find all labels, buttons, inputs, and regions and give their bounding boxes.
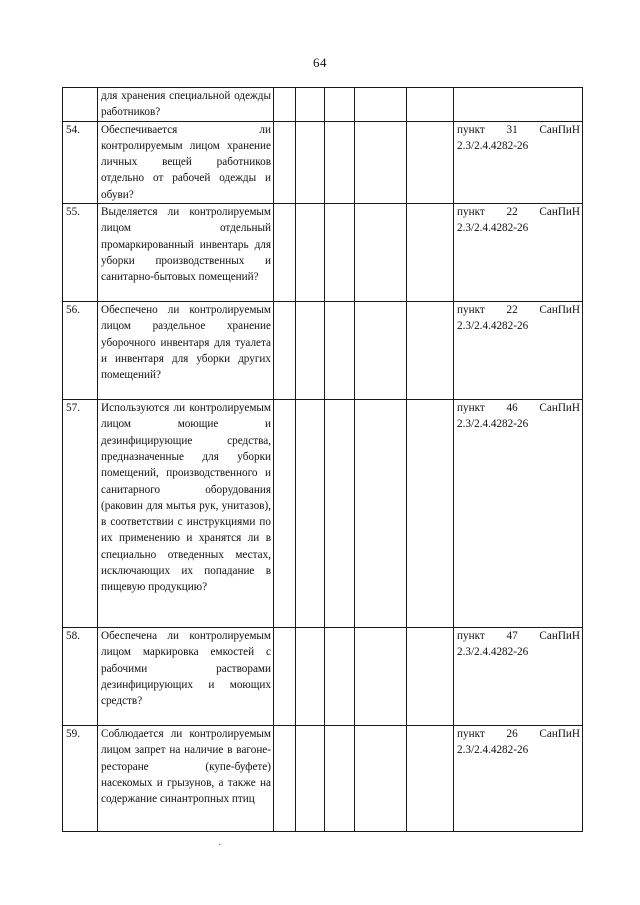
answer-cell-points xyxy=(355,400,407,628)
answer-cell-yes xyxy=(274,88,296,122)
answer-cell-note xyxy=(407,121,454,203)
answer-cell-points xyxy=(355,726,407,832)
table-row xyxy=(63,302,583,400)
answer-cell-points xyxy=(355,628,407,726)
reference-cell: пункт 22 СанПиН 2.3/2.4.4282-26 xyxy=(454,302,583,400)
question-cell: Выделяется ли контролируемым лицом отдельный промаркированный инвентарь для уборки производственных и санитарно-бытовых помещений? xyxy=(98,204,274,302)
answer-cell-na xyxy=(325,302,355,400)
answer-cell-no xyxy=(296,726,325,832)
answer-cell-no xyxy=(296,628,325,726)
reference-cell: пункт 26 СанПиН 2.3/2.4.4282-26 xyxy=(454,726,583,832)
table-row xyxy=(63,628,583,726)
question-cell: Соблюдается ли контролируемым лицом запрет на наличие в вагоне-ресторане (купе-буфете) насекомых и грызунов, а также на содержание синантропных птиц xyxy=(98,726,274,832)
answer-cell-note xyxy=(407,628,454,726)
question-cell: для хранения специальной одежды работников? xyxy=(98,88,274,122)
row-number: 56. xyxy=(63,302,98,400)
answer-cell-note xyxy=(407,88,454,122)
row-number xyxy=(63,88,98,122)
question-cell: Обеспечено ли контролируемым лицом раздельное хранение уборочного инвентаря для туалета и инвентаря для уборки других помещений? xyxy=(98,302,274,400)
answer-cell-note xyxy=(407,302,454,400)
table-row xyxy=(63,726,583,832)
row-number: 54. xyxy=(63,121,98,203)
reference-cell: пункт 22 СанПиН 2.3/2.4.4282-26 xyxy=(454,204,583,302)
answer-cell-na xyxy=(325,204,355,302)
answer-cell-points xyxy=(355,88,407,122)
reference-cell: пункт 47 СанПиН 2.3/2.4.4282-26 xyxy=(454,628,583,726)
answer-cell-points xyxy=(355,121,407,203)
answer-cell-yes xyxy=(274,204,296,302)
answer-cell-no xyxy=(296,400,325,628)
table-row xyxy=(63,204,583,302)
answer-cell-note xyxy=(407,204,454,302)
question-cell: Обеспечивается ли контролируемым лицом хранение личных вещей работников отдельно от рабочей одежды и обуви? xyxy=(98,121,274,203)
answer-cell-na xyxy=(325,628,355,726)
footer-mark: ˙ xyxy=(218,843,222,854)
answer-cell-points xyxy=(355,302,407,400)
answer-cell-points xyxy=(355,204,407,302)
question-cell: Используются ли контролируемым лицом моющие и дезинфицирующие средства, предназначенные для уборки помещений, производственного и санитарного оборудования (раковин для мытья рук, унитазов), в соответствии с инструкциями по их применению и хранятся ли в специально отведенных местах, исключающих их попадание в пищевую продукцию? xyxy=(98,400,274,628)
reference-cell xyxy=(454,88,583,122)
answer-cell-no xyxy=(296,121,325,203)
answer-cell-yes xyxy=(274,302,296,400)
answer-cell-yes xyxy=(274,400,296,628)
answer-cell-na xyxy=(325,726,355,832)
table-row xyxy=(63,121,583,203)
row-number: 59. xyxy=(63,726,98,832)
row-number: 57. xyxy=(63,400,98,628)
answer-cell-yes xyxy=(274,726,296,832)
question-cell: Обеспечена ли контролируемым лицом маркировка емкостей с рабочими растворами дезинфицирующих и моющих средств? xyxy=(98,628,274,726)
answer-cell-na xyxy=(325,121,355,203)
checklist-table xyxy=(62,87,583,832)
answer-cell-yes xyxy=(274,628,296,726)
row-number: 55. xyxy=(63,204,98,302)
row-number: 58. xyxy=(63,628,98,726)
table-row xyxy=(63,88,583,122)
reference-cell: пункт 31 СанПиН 2.3/2.4.4282-26 xyxy=(454,121,583,203)
page-number: 64 xyxy=(313,55,327,70)
answer-cell-na xyxy=(325,88,355,122)
answer-cell-no xyxy=(296,88,325,122)
answer-cell-no xyxy=(296,204,325,302)
answer-cell-na xyxy=(325,400,355,628)
reference-cell: пункт 46 СанПиН 2.3/2.4.4282-26 xyxy=(454,400,583,628)
answer-cell-note xyxy=(407,726,454,832)
answer-cell-no xyxy=(296,302,325,400)
answer-cell-note xyxy=(407,400,454,628)
answer-cell-yes xyxy=(274,121,296,203)
table-row xyxy=(63,400,583,628)
